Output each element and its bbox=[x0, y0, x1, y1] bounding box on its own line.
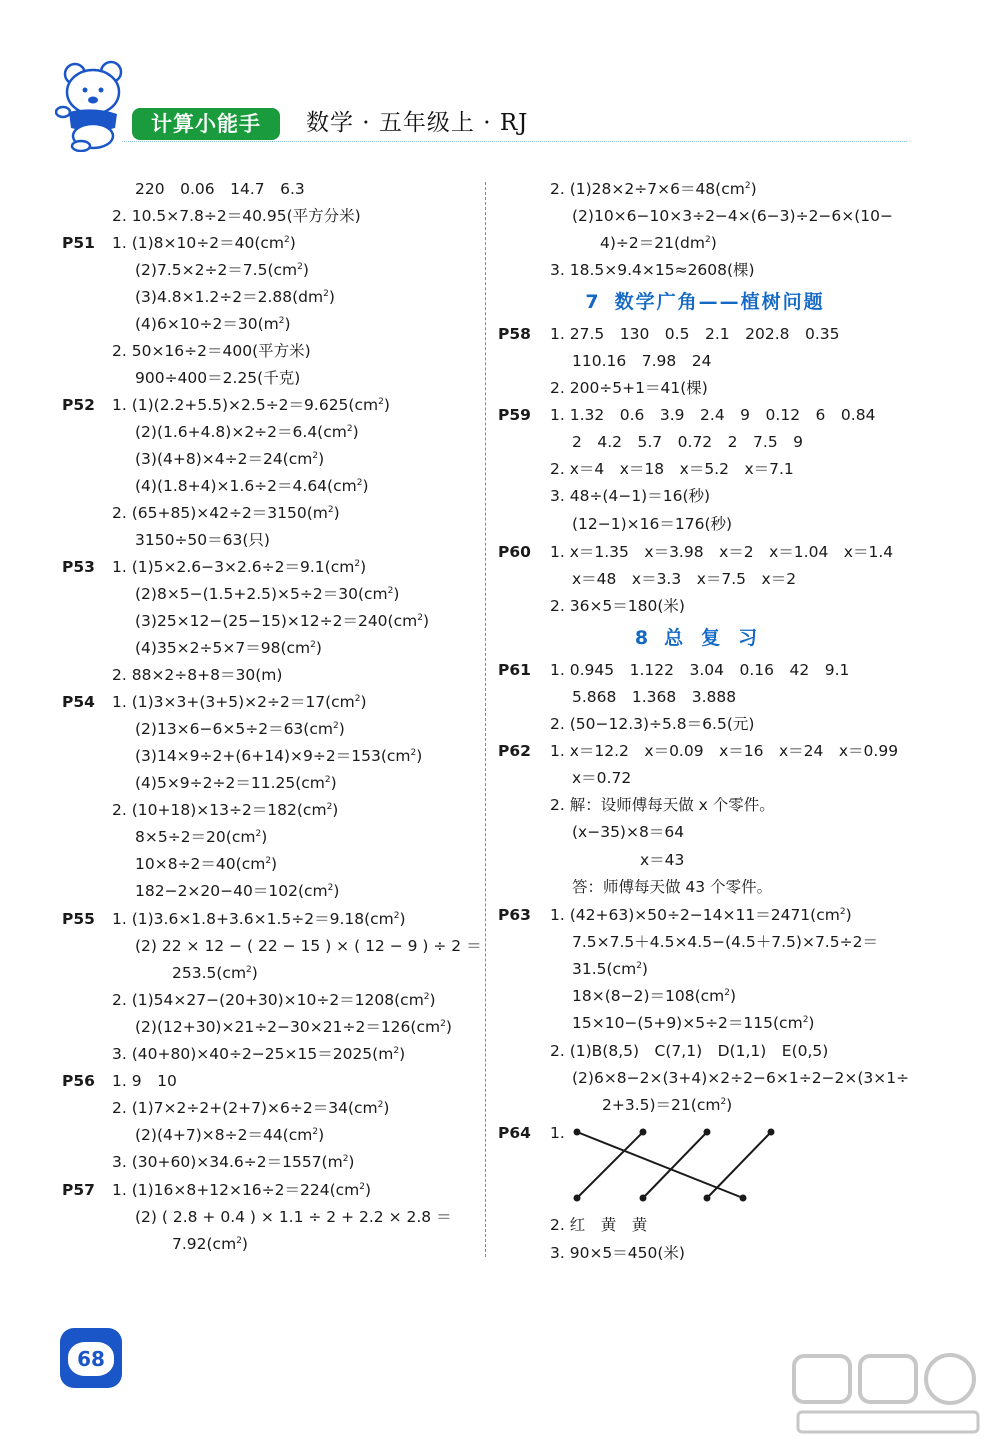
answer-line: 1. x＝12.2 x＝0.09 x＝16 x＝24 x＝0.99 bbox=[550, 742, 899, 760]
answer-line: 答：师傅每天做 43 个零件。 bbox=[572, 878, 773, 896]
dot-bottom bbox=[740, 1195, 747, 1202]
answer-line: 3150÷50＝63(只) bbox=[135, 531, 270, 549]
answer-line: x＝0.72 bbox=[572, 769, 632, 787]
dot-top bbox=[768, 1129, 775, 1136]
answer-line: 3. $(40+80)\times 40\div 2-25\times 15=2025(m^2)$ bbox=[112, 1045, 406, 1063]
dot-bottom bbox=[640, 1195, 647, 1202]
page-label: P61 bbox=[498, 661, 531, 679]
answer-line: $15\times 10-(5+9)\times 5\div 2=115(cm^2)$ bbox=[572, 1014, 815, 1032]
answer-line: 2. $(1)28\times 2\div 7\times 6=48(cm^2)$ bbox=[550, 180, 757, 198]
answer-line: (12−1)×16＝176(秒) bbox=[572, 515, 733, 533]
answer-line: 1. 0.945 1.122 3.04 0.16 42 9.1 bbox=[550, 661, 850, 679]
answer-line: $(4)5\times 9\div 2\div 2=11.25(cm^2)$ bbox=[135, 774, 337, 792]
answer-line: 1. x＝1.35 x＝3.98 x＝2 x＝1.04 x＝1.4 bbox=[550, 543, 894, 561]
matching-lines-diagram bbox=[565, 1124, 785, 1208]
answer-line: 1. 1.32 0.6 3.9 2.4 9 0.12 6 0.84 bbox=[550, 406, 876, 424]
page-label: P62 bbox=[498, 742, 531, 760]
page-label: P54 bbox=[62, 693, 95, 711]
match-line bbox=[577, 1132, 743, 1198]
answer-line: 3. 48÷(4−1)＝16(秒) bbox=[550, 487, 711, 505]
bear-mascot-icon bbox=[55, 60, 135, 152]
answer-line: 2 4.2 5.7 0.72 2 7.5 9 bbox=[572, 433, 804, 451]
answer-line: 1. $(1)5\times 2.6-3\times 2.6\div 2=9.1(cm^2)$ bbox=[112, 558, 367, 576]
answer-line: (2) ( 2.8 + 0.4 ) × 1.1 ÷ 2 + 2.2 × 2.8 ＝ bbox=[135, 1208, 452, 1226]
answer-line: 2. x＝4 x＝18 x＝5.2 x＝7.1 bbox=[550, 460, 794, 478]
section-title: 数学广角——植树问题 bbox=[614, 291, 825, 313]
section-number: 8 bbox=[634, 627, 651, 649]
answer-line: 3. 18.5×9.4×15≈2608(棵) bbox=[550, 261, 755, 279]
answer-line: $182-2\times 20-40=102(cm^2)$ bbox=[135, 882, 340, 900]
answer-line: x＝43 bbox=[640, 851, 685, 869]
page-label: P64 bbox=[498, 1124, 531, 1142]
watermark-logo-icon bbox=[788, 1350, 988, 1440]
answer-line: 1. $(1)3.6\times 1.8+3.6\times 1.5\div 2=9.18(cm^2)$ bbox=[112, 910, 406, 928]
page-label: P60 bbox=[498, 543, 531, 561]
answer-line: 2. $(65+85)\times 42\div 2=3150(m^2)$ bbox=[112, 504, 340, 522]
answer-line: 7.5×7.5＋4.5×4.5−(4.5＋7.5)×7.5÷2＝ bbox=[572, 933, 878, 951]
section-7-heading bbox=[495, 289, 915, 316]
answer-line: $31.5(cm^2)$ bbox=[572, 960, 648, 978]
answer-line: $(3)4.8\times 1.2\div 2=2.88(dm^2)$ bbox=[135, 288, 335, 306]
page-label: P58 bbox=[498, 325, 531, 343]
answer-line: (2)10×6−10×3÷2−4×(6−3)÷2−6×(10− bbox=[572, 207, 894, 225]
dot-top bbox=[704, 1129, 711, 1136]
page-label: P57 bbox=[62, 1181, 95, 1199]
dot-bottom bbox=[704, 1195, 711, 1202]
dot-top bbox=[574, 1129, 581, 1136]
column-divider bbox=[485, 182, 486, 1257]
answer-line: (x−35)×8＝64 bbox=[572, 823, 685, 841]
answer-line: x＝48 x＝3.3 x＝7.5 x＝2 bbox=[572, 570, 797, 588]
answer-line: 110.16 7.98 24 bbox=[572, 352, 712, 370]
answer-line: $(4)(1.8+4)\times 1.6\div 2=4.64(cm^2)$ bbox=[135, 477, 369, 495]
answer-line: 2. $(10+18)\times 13\div 2=182(cm^2)$ bbox=[112, 801, 339, 819]
page-label: P52 bbox=[62, 396, 95, 414]
answer-line: (2)6×8−2×(3+4)×2÷2−6×1÷2−2×(3×1÷ bbox=[572, 1069, 910, 1087]
answer-line: 2. (50−12.3)÷5.8＝6.5(元) bbox=[550, 715, 755, 733]
answer-line: $(3)25\times 12-(25-15)\times 12\div 2=240(cm^2)$ bbox=[135, 612, 430, 630]
answer-line: (2) 22 × 12 − ( 22 − 15 ) × ( 12 − 9 ) ÷ 2 ＝ bbox=[135, 937, 482, 955]
dot-bottom bbox=[574, 1195, 581, 1202]
section-title: 总复习 bbox=[664, 627, 776, 649]
page-label: P55 bbox=[62, 910, 95, 928]
answer-line: $7.92(cm^2)$ bbox=[172, 1235, 248, 1253]
answer-line: 2. 10.5×7.8÷2＝40.95(平方分米) bbox=[112, 207, 361, 225]
page-label: P59 bbox=[498, 406, 531, 424]
answer-line: $2+3.5)=21(cm^2)$ bbox=[602, 1096, 733, 1114]
match-line bbox=[643, 1132, 707, 1198]
answer-line: 2. 解：设师傅每天做 x 个零件。 bbox=[550, 796, 775, 814]
answer-line: 2. $(1)54\times 27-(20+30)\times 10\div 2=1208(cm^2)$ bbox=[112, 991, 436, 1009]
answer-line: $(2)13\times 6-6\times 5\div 2=63(cm^2)$ bbox=[135, 720, 345, 738]
series-badge: 计算小能手 bbox=[132, 108, 280, 140]
answer-line: 1. bbox=[550, 1124, 565, 1142]
answer-line: $253.5(cm^2)$ bbox=[172, 964, 258, 982]
answer-line: 2. 200÷5+1＝41(棵) bbox=[550, 379, 708, 397]
match-line bbox=[707, 1132, 771, 1198]
answer-line: 1. $(1)16\times 8+12\times 16\div 2=224(cm^2)$ bbox=[112, 1181, 372, 1199]
page-header bbox=[0, 0, 1000, 150]
answer-line: $(2)(4+7)\times 8\div 2=44(cm^2)$ bbox=[135, 1126, 325, 1144]
answer-line: $4)\div 2=21(dm^2)$ bbox=[600, 234, 717, 252]
answer-line: $(2)(1.6+4.8)\times 2\div 2=6.4(cm^2)$ bbox=[135, 423, 359, 441]
page-number: 68 bbox=[68, 1342, 114, 1376]
answer-line: 1. 9 10 bbox=[112, 1072, 177, 1090]
answer-line: $(2)(12+30)\times 21\div 2-30\times 21\div 2=126(cm^2)$ bbox=[135, 1018, 452, 1036]
answer-line: $(4)6\times 10\div 2=30(m^2)$ bbox=[135, 315, 291, 333]
answer-line: 2. 红 黄 黄 bbox=[550, 1216, 648, 1234]
answer-line: $(2)7.5\times 2\div 2=7.5(cm^2)$ bbox=[135, 261, 309, 279]
answer-line: 220 0.06 14.7 6.3 bbox=[135, 180, 305, 198]
page-label: P63 bbox=[498, 906, 531, 924]
page-number-badge bbox=[60, 1328, 122, 1388]
answer-line: 2. 36×5＝180(米) bbox=[550, 597, 685, 615]
answer-line: 5.868 1.368 3.888 bbox=[572, 688, 737, 706]
dot-top bbox=[640, 1129, 647, 1136]
match-line bbox=[577, 1132, 643, 1198]
section-8-heading bbox=[495, 625, 915, 652]
answer-line: 2. (1)B(8,5) C(7,1) D(1,1) E(0,5) bbox=[550, 1042, 829, 1060]
answer-line: $8\times 5\div 2=20(cm^2)$ bbox=[135, 828, 268, 846]
page-label: P56 bbox=[62, 1072, 95, 1090]
answer-line: 3. 90×5＝450(米) bbox=[550, 1244, 685, 1262]
book-title: 数学 · 五年级上 · RJ bbox=[306, 110, 529, 136]
page-label: P53 bbox=[62, 558, 95, 576]
answer-line: $(3)14\times 9\div 2+(6+14)\times 9\div 2=153(cm^2)$ bbox=[135, 747, 423, 765]
answer-line: 1. $(1)8\times 10\div 2=40(cm^2)$ bbox=[112, 234, 296, 252]
answer-line: 1. $(1)(2.2+5.5)\times 2.5\div 2=9.625(cm^2)$ bbox=[112, 396, 390, 414]
answer-line: 3. $(30+60)\times 34.6\div 2=1557(m^2)$ bbox=[112, 1153, 355, 1171]
answer-line: $(2)8\times 5-(1.5+2.5)\times 5\div 2=30(cm^2)$ bbox=[135, 585, 400, 603]
answer-line: $(4)35\times 2\div 5\times 7=98(cm^2)$ bbox=[135, 639, 322, 657]
page-label: P51 bbox=[62, 234, 95, 252]
answer-line: $10\times 8\div 2=40(cm^2)$ bbox=[135, 855, 278, 873]
answer-line: 2. 88×2÷8+8＝30(m) bbox=[112, 666, 283, 684]
answer-line: 2. 50×16÷2＝400(平方米) bbox=[112, 342, 311, 360]
answer-line: 1. 27.5 130 0.5 2.1 202.8 0.35 bbox=[550, 325, 840, 343]
section-number: 7 bbox=[585, 291, 601, 313]
answer-line: 900÷400＝2.25(千克) bbox=[135, 369, 301, 387]
header-divider bbox=[122, 141, 907, 142]
answer-line: $18\times(8-2)=108(cm^2)$ bbox=[572, 987, 737, 1005]
answer-line: 1. $(1)3\times 3+(3+5)\times 2\div 2=17(cm^2)$ bbox=[112, 693, 367, 711]
answer-line: $(3)(4+8)\times 4\div 2=24(cm^2)$ bbox=[135, 450, 325, 468]
answer-line: 2. $(1)7\times 2\div 2+(2+7)\times 6\div 2=34(cm^2)$ bbox=[112, 1099, 390, 1117]
answer-line: 1. $(42+63)\times 50\div 2-14\times 11=2471(cm^2)$ bbox=[550, 906, 852, 924]
